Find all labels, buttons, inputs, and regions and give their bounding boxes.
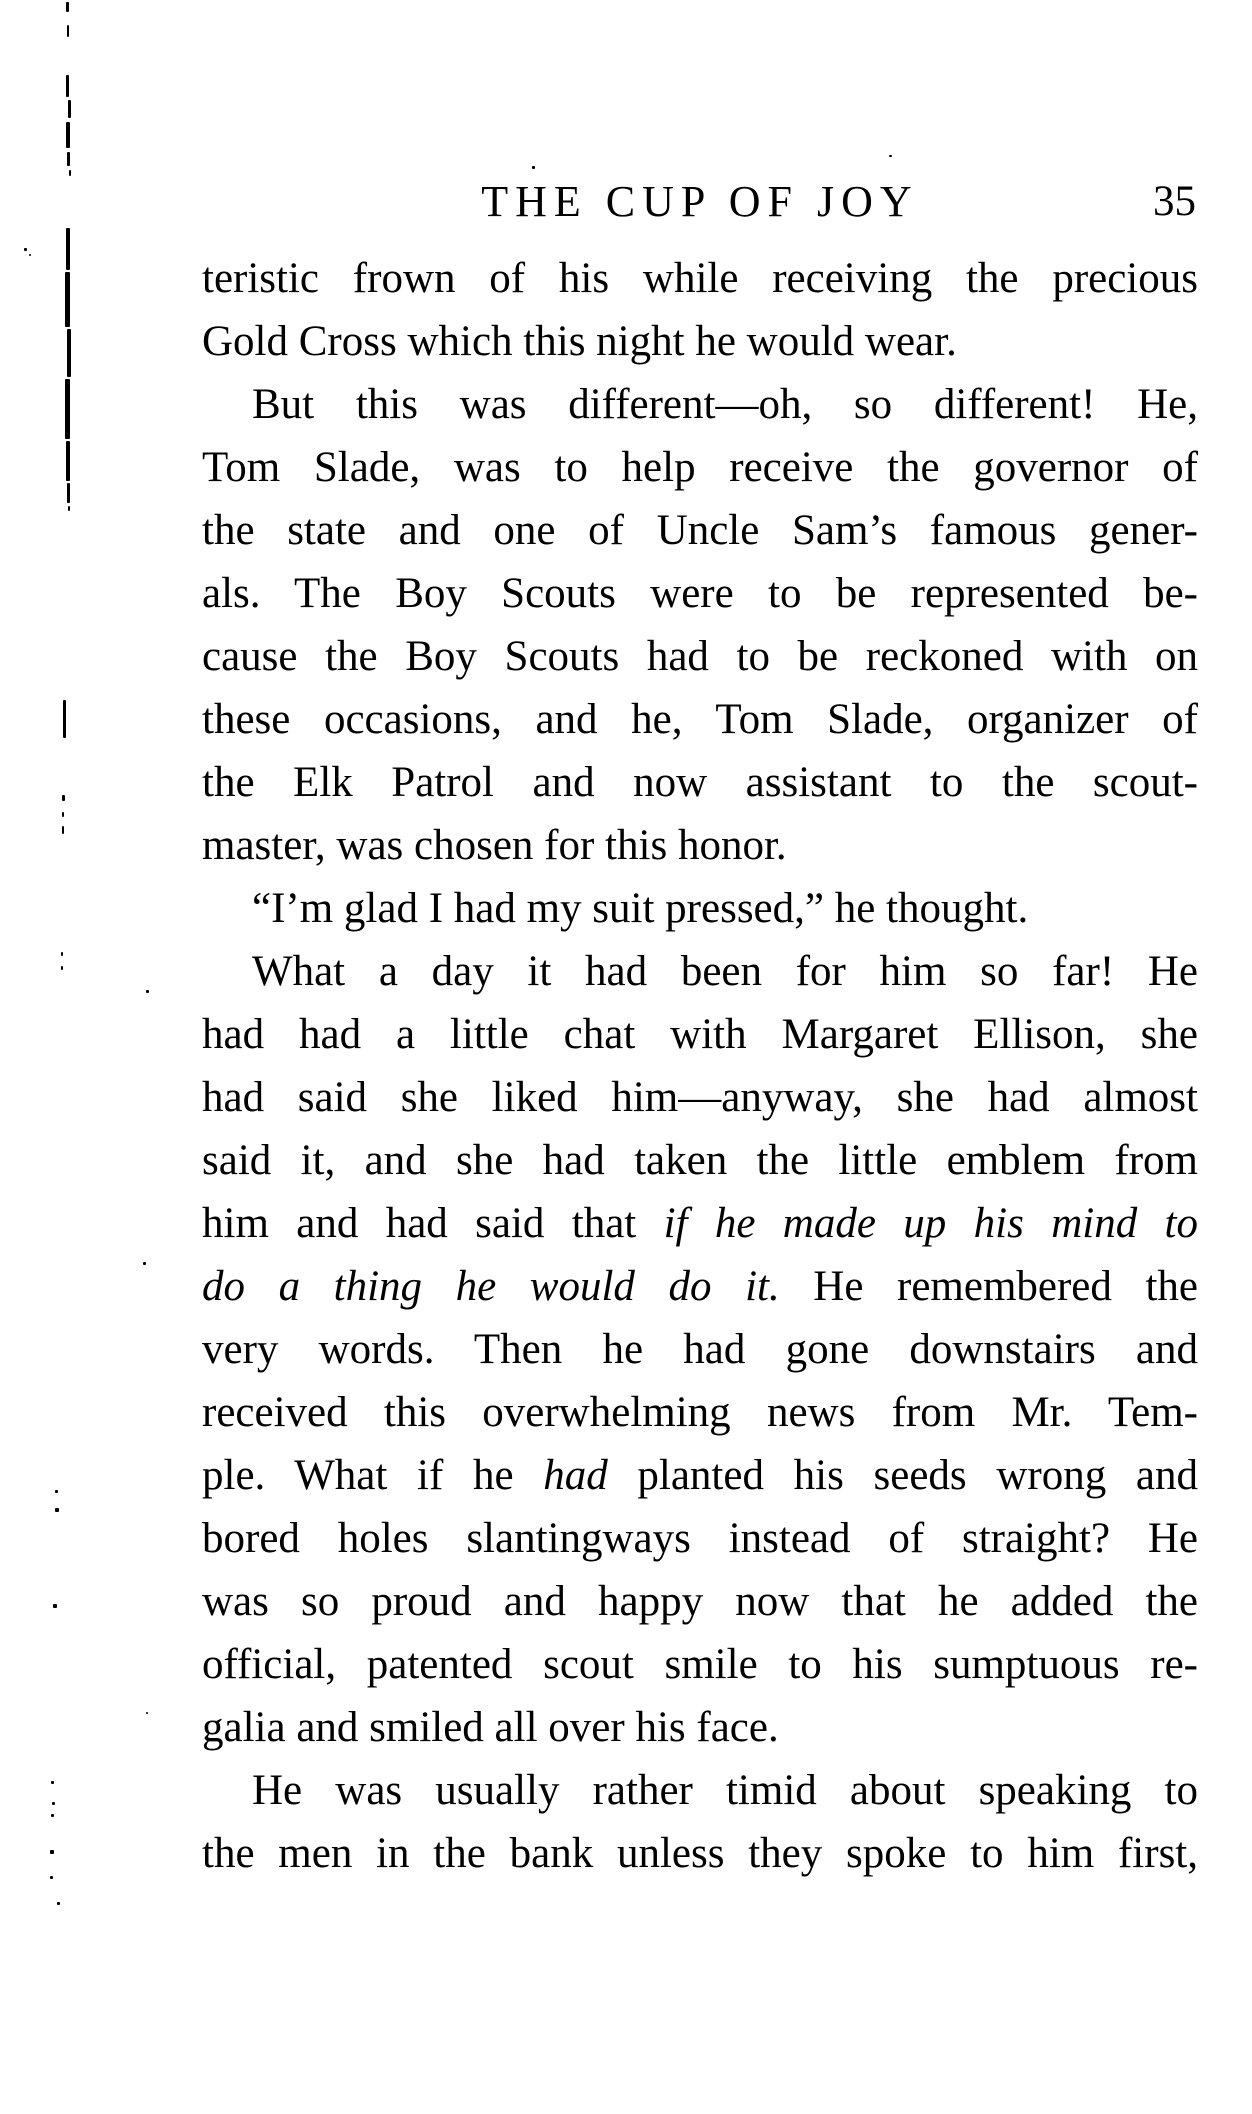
scan-artifact: [66, 2, 69, 12]
text-segment: these occasions, and he, Tom Slade, organizer of: [202, 696, 1198, 743]
text-segment: teristic frown of his while receiving the precious: [202, 255, 1198, 302]
scan-artifact: [63, 700, 66, 738]
text-segment: received this overwhelming news from Mr. Tem-: [202, 1389, 1198, 1436]
text-line: [202, 1507, 1198, 1570]
scan-artifact: [55, 1490, 58, 1493]
scan-artifact: [66, 228, 70, 270]
text-line: [202, 1255, 1198, 1318]
text-line: [202, 1444, 1198, 1507]
text-line: [202, 1381, 1198, 1444]
scan-artifact: [67, 329, 71, 377]
text-line: [202, 1696, 1198, 1759]
text-line: [202, 814, 1198, 877]
text-segment: the Elk Patrol and now assistant to the scout-: [202, 759, 1198, 806]
text-segment: ple. What if he: [202, 1452, 544, 1499]
scan-artifact: [69, 170, 71, 176]
text-segment: had said she liked him—anyway, she had almost: [202, 1074, 1198, 1121]
scan-artifact: [61, 966, 63, 970]
text-line: [202, 1318, 1198, 1381]
scan-artifact: [146, 990, 149, 993]
text-segment: was so proud and happy now that he added the: [202, 1578, 1198, 1625]
scan-artifact: [53, 1604, 57, 1608]
text-line: [202, 562, 1198, 625]
text-segment: master, was chosen for this honor.: [202, 822, 787, 869]
text-line: [202, 1633, 1198, 1696]
scan-artifact: [55, 1508, 59, 1512]
body-text: [202, 247, 1198, 1885]
scan-artifact: [50, 1850, 54, 1854]
scan-artifact: [143, 1262, 146, 1265]
text-line: [202, 877, 1198, 940]
text-line: [202, 1129, 1198, 1192]
text-line: [202, 1759, 1198, 1822]
text-segment: But this was different—oh, so different! He,: [252, 381, 1198, 428]
text-segment: bored holes slantingways instead of straight? He: [202, 1515, 1198, 1562]
scan-artifact: [52, 1802, 55, 1805]
text-segment: He was usually rather timid about speaking to: [252, 1767, 1198, 1814]
text-line: [202, 1066, 1198, 1129]
scan-artifact: [889, 155, 892, 157]
italic-text-segment: had: [543, 1452, 608, 1499]
scan-artifact: [68, 100, 71, 118]
scan-artifact: [62, 826, 64, 834]
page-number: 35: [1153, 178, 1196, 225]
text-line: [202, 940, 1198, 1003]
text-line: [202, 751, 1198, 814]
text-segment: He remembered the: [779, 1263, 1198, 1310]
italic-text-segment: do a thing he would do it.: [202, 1263, 780, 1310]
scan-artifact: [532, 166, 535, 169]
scan-artifact: [61, 952, 63, 956]
scan-artifact: [67, 483, 70, 503]
text-segment: planted his seeds wrong and: [607, 1452, 1198, 1499]
text-segment: him and had said that: [202, 1200, 664, 1247]
scan-artifact: [66, 75, 69, 97]
text-line: [202, 625, 1198, 688]
page-header: [202, 170, 1198, 233]
scan-artifact: [29, 254, 31, 256]
text-line: [202, 436, 1198, 499]
scan-artifact: [24, 248, 27, 251]
scan-artifact: [51, 1781, 54, 1784]
scan-artifact: [67, 25, 69, 37]
scan-artifact: [62, 812, 64, 817]
text-segment: What a day it had been for him so far! He: [252, 948, 1198, 995]
scan-artifact: [66, 441, 70, 481]
scan-artifact: [62, 795, 65, 801]
text-segment: cause the Boy Scouts had to be reckoned with on: [202, 633, 1198, 680]
text-segment: Gold Cross which this night he would wear.: [202, 318, 957, 365]
text-segment: the state and one of Uncle Sam’s famous gener-: [202, 507, 1198, 554]
text-segment: als. The Boy Scouts were to be represented be-: [202, 570, 1198, 617]
scan-artifact: [68, 506, 70, 511]
text-segment: “I’m glad I had my suit pressed,” he thought.: [252, 885, 1029, 932]
scan-artifact: [51, 1814, 54, 1817]
scan-artifact: [57, 1902, 60, 1905]
text-segment: galia and smiled all over his face.: [202, 1704, 779, 1751]
text-line: [202, 1570, 1198, 1633]
text-line: [202, 1003, 1198, 1066]
text-line: [202, 1822, 1198, 1885]
text-segment: the men in the bank unless they spoke to him first,: [202, 1830, 1198, 1877]
text-line: [202, 499, 1198, 562]
running-title: THE CUP OF JOY: [481, 177, 919, 226]
scan-artifact: [66, 122, 70, 148]
text-segment: official, patented scout smile to his sumptuous re-: [202, 1641, 1198, 1688]
text-line: [202, 310, 1198, 373]
scan-artifact: [67, 152, 70, 166]
scan-artifact: [50, 1876, 53, 1879]
text-line: [202, 688, 1198, 751]
scan-artifact: [65, 272, 70, 327]
text-line: [202, 373, 1198, 436]
text-line: [202, 247, 1198, 310]
italic-text-segment: if he made up his mind to: [663, 1200, 1199, 1247]
scan-artifact: [146, 1712, 148, 1714]
text-line: [202, 1192, 1198, 1255]
scan-artifact: [65, 379, 70, 439]
text-segment: very words. Then he had gone downstairs and: [202, 1326, 1198, 1373]
text-segment: Tom Slade, was to help receive the governor of: [202, 444, 1198, 491]
text-segment: said it, and she had taken the little emblem from: [202, 1137, 1198, 1184]
text-segment: had had a little chat with Margaret Ellison, she: [202, 1011, 1198, 1058]
